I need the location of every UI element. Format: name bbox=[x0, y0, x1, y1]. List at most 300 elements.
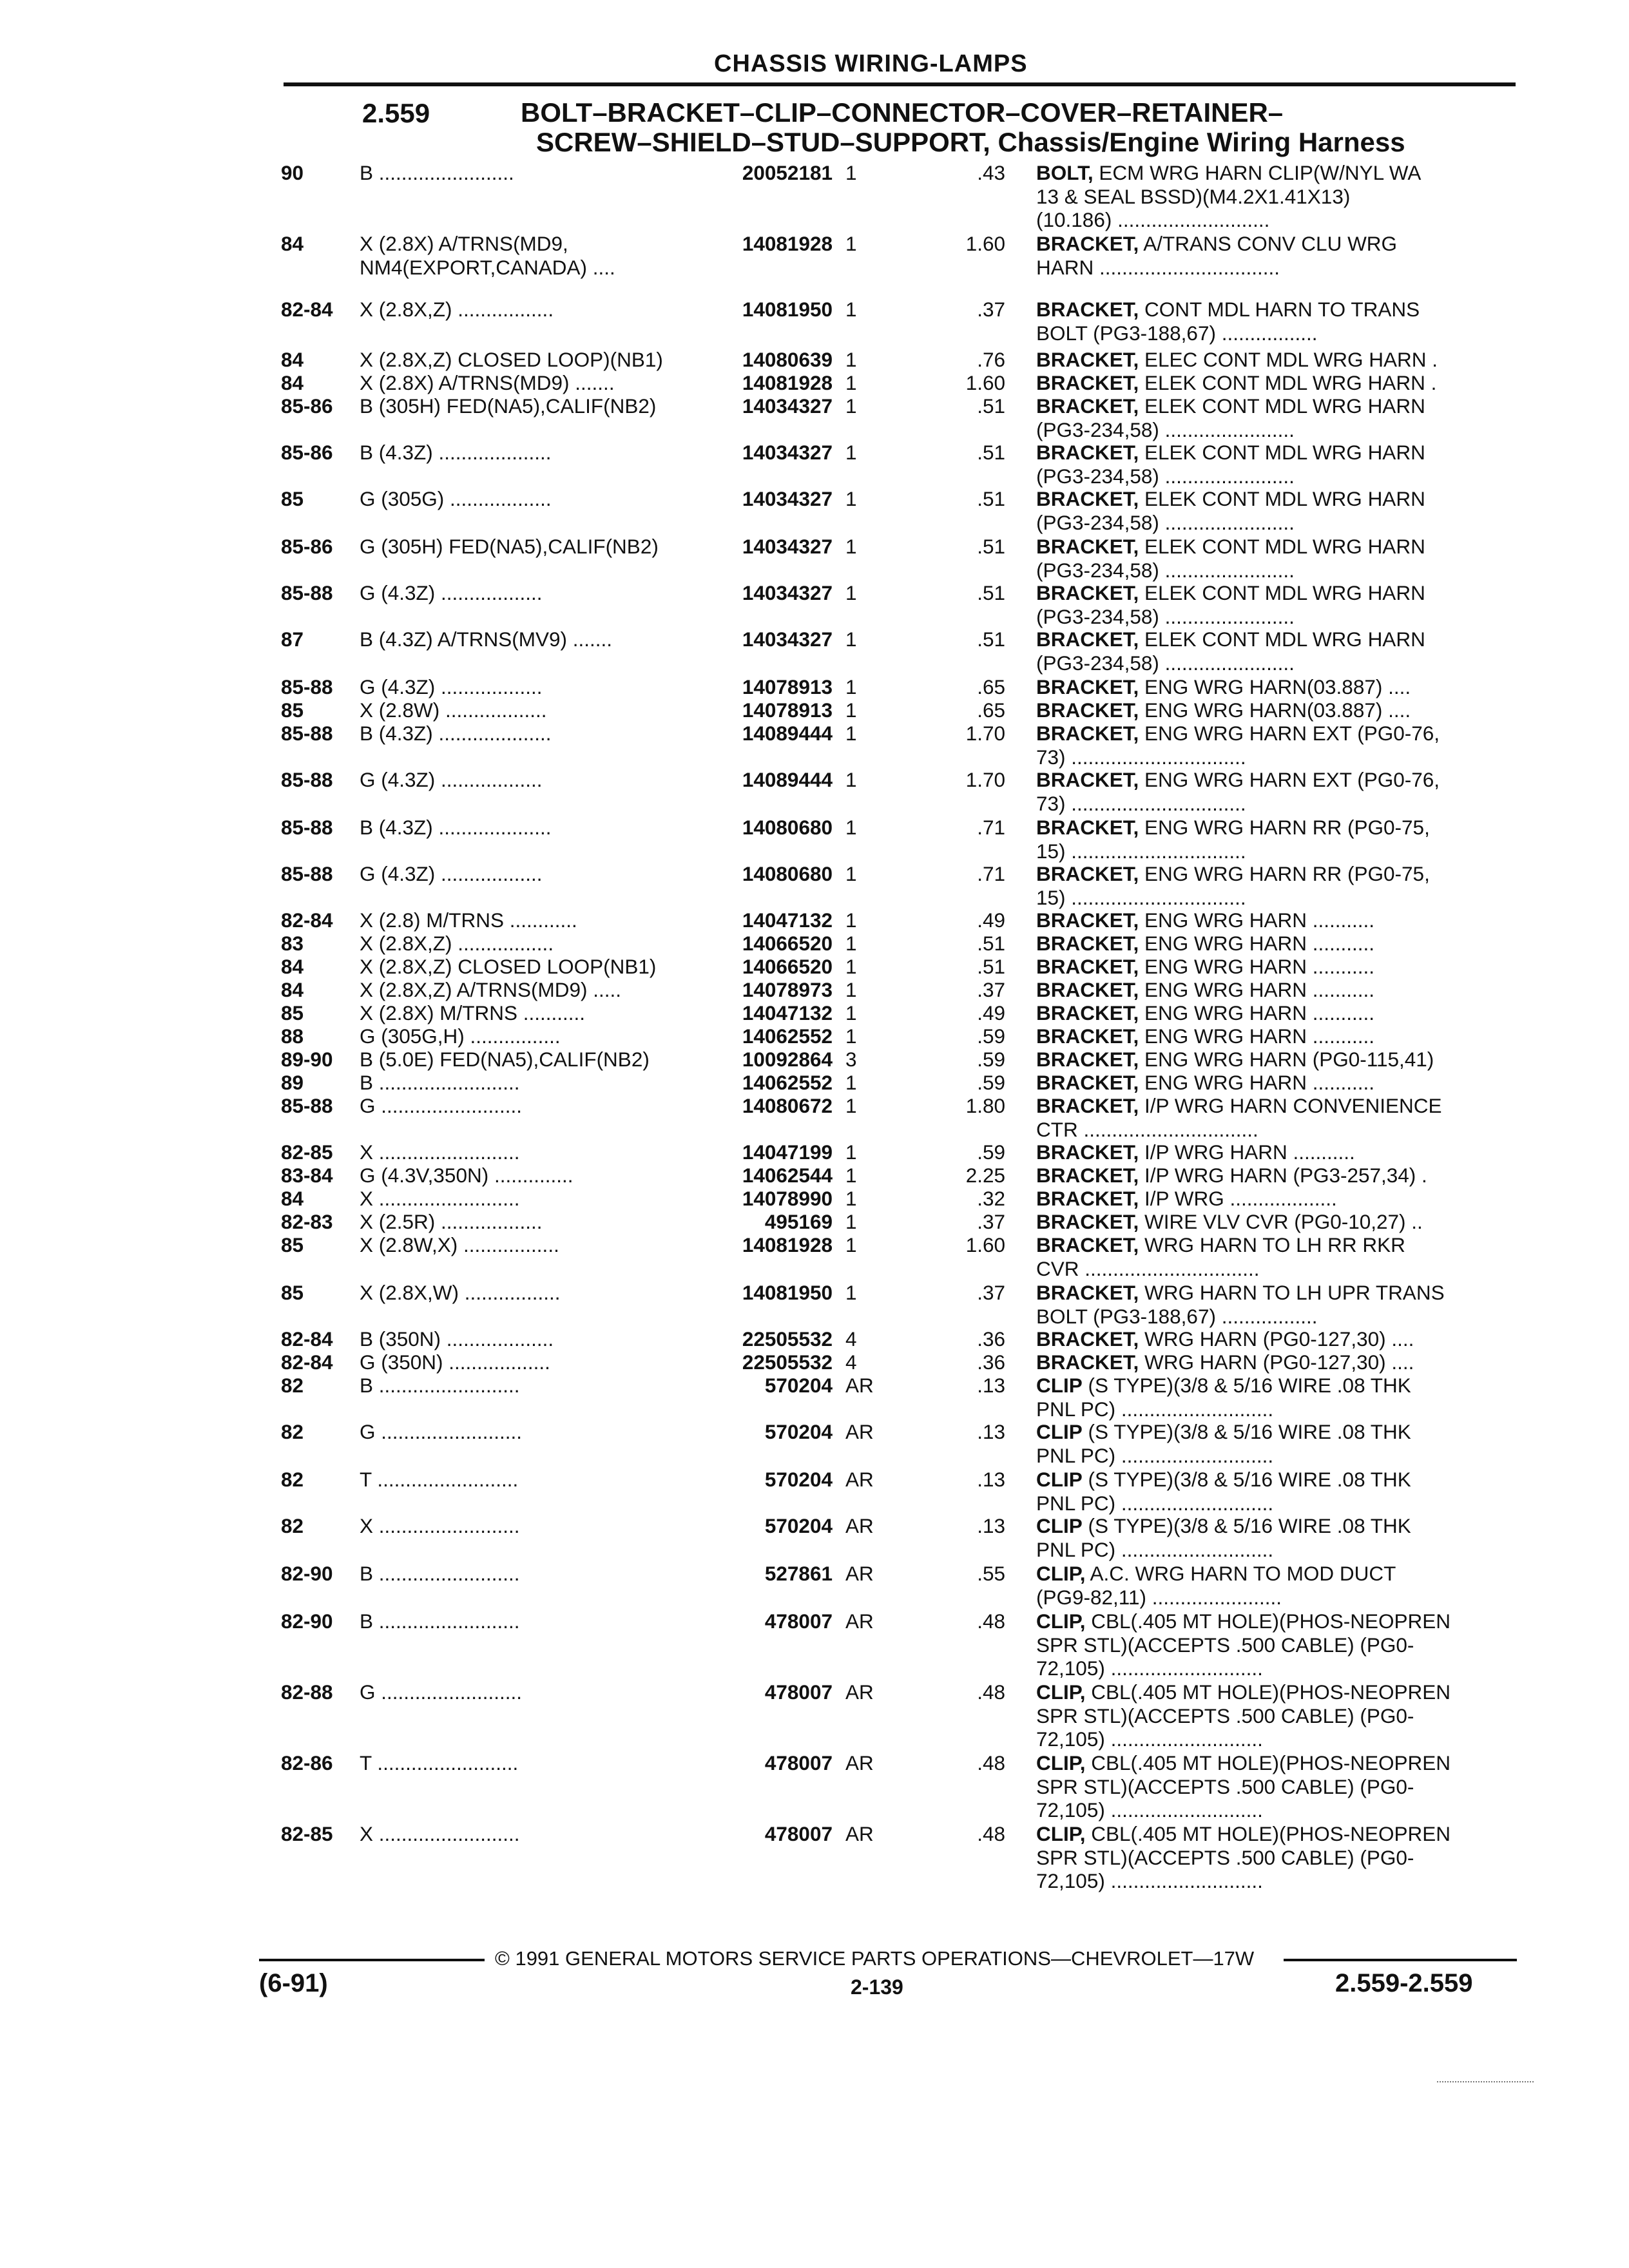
row-description-text: ENG WRG HARN ........... bbox=[1139, 978, 1375, 1001]
row-part-number: 22505532 bbox=[742, 1350, 833, 1374]
row-part-number: 478007 bbox=[764, 1822, 833, 1845]
row-part-number: 14089444 bbox=[742, 722, 833, 745]
row-price: .37 bbox=[977, 298, 1005, 321]
row-description bbox=[1036, 348, 1507, 372]
row-year: 85-88 bbox=[281, 1094, 333, 1117]
row-quantity: 1 bbox=[845, 1187, 857, 1210]
row-year: 85-88 bbox=[281, 581, 333, 604]
row-part-number: 10092864 bbox=[742, 1048, 833, 1071]
row-part-number: 570204 bbox=[764, 1514, 833, 1537]
row-quantity: 1 bbox=[845, 698, 857, 722]
row-price: .13 bbox=[977, 1514, 1005, 1537]
row-model: X (2.8X) A/TRNS(MD9) ....... bbox=[360, 371, 615, 394]
row-description bbox=[1036, 1514, 1507, 1561]
section-number: 2.559 bbox=[362, 98, 430, 128]
row-part-name: CLIP, bbox=[1036, 1680, 1086, 1704]
row-year: 85-88 bbox=[281, 816, 333, 839]
row-description bbox=[1036, 1468, 1507, 1515]
row-price: .36 bbox=[977, 1350, 1005, 1374]
row-quantity: AR bbox=[845, 1514, 874, 1537]
row-quantity: 1 bbox=[845, 1140, 857, 1164]
row-description bbox=[1036, 1187, 1507, 1211]
row-year: 85-88 bbox=[281, 722, 333, 745]
row-year: 82-84 bbox=[281, 1327, 333, 1350]
row-description bbox=[1036, 1094, 1507, 1141]
row-model: B ......................... bbox=[360, 1562, 520, 1585]
row-description bbox=[1036, 1024, 1507, 1048]
row-description-text: ENG WRG HARN ........... bbox=[1139, 955, 1375, 978]
row-year: 83 bbox=[281, 932, 304, 955]
row-description-text: ECM WRG HARN CLIP(W/NYL WA 13 & SEAL BSSD)(M4.2X1.41X13) (10.186) ........................... bbox=[1036, 161, 1422, 231]
row-model: X (2.8) M/TRNS ............ bbox=[360, 908, 577, 932]
row-model: B ......................... bbox=[360, 1374, 520, 1397]
row-part-number: 14078973 bbox=[742, 978, 833, 1001]
row-part-number: 14081928 bbox=[742, 1233, 833, 1256]
row-part-number: 495169 bbox=[764, 1210, 833, 1233]
row-model: G (305H) FED(NA5),CALIF(NB2) bbox=[360, 535, 659, 558]
footer-rule-left bbox=[259, 1959, 485, 1961]
parts-row bbox=[0, 1822, 1629, 1899]
row-quantity: 1 bbox=[845, 1233, 857, 1256]
row-quantity: AR bbox=[845, 1562, 874, 1585]
row-year: 85-86 bbox=[281, 535, 333, 558]
footer-section-ref: 2.559-2.559 bbox=[1335, 1969, 1473, 1997]
row-year: 84 bbox=[281, 348, 304, 371]
row-price: .71 bbox=[977, 816, 1005, 839]
row-description-text: ENG WRG HARN ........... bbox=[1139, 1024, 1375, 1048]
row-year: 82-86 bbox=[281, 1751, 333, 1774]
row-part-number: 14034327 bbox=[742, 487, 833, 510]
row-price: .37 bbox=[977, 1210, 1005, 1233]
row-description-text: ENG WRG HARN ........... bbox=[1139, 1071, 1375, 1094]
row-description-text: ELEK CONT MDL WRG HARN . bbox=[1139, 371, 1437, 394]
row-part-number: 570204 bbox=[764, 1374, 833, 1397]
row-part-number: 14062552 bbox=[742, 1071, 833, 1094]
row-year: 82-84 bbox=[281, 298, 333, 321]
row-quantity: AR bbox=[845, 1374, 874, 1397]
row-part-number: 22505532 bbox=[742, 1327, 833, 1350]
row-quantity: 1 bbox=[845, 628, 857, 651]
row-description bbox=[1036, 978, 1507, 1002]
row-quantity: 1 bbox=[845, 161, 857, 184]
row-description-text: ELEK CONT MDL WRG HARN (PG3-234,58) ....................... bbox=[1036, 628, 1425, 675]
row-description-text: ENG WRG HARN(03.887) .... bbox=[1139, 675, 1411, 698]
row-price: .51 bbox=[977, 628, 1005, 651]
row-part-number: 14080680 bbox=[742, 862, 833, 885]
header-rule bbox=[284, 82, 1516, 86]
row-description-text: ENG WRG HARN ........... bbox=[1139, 908, 1375, 932]
row-description-text: ENG WRG HARN(03.887) .... bbox=[1139, 698, 1411, 722]
row-quantity: 1 bbox=[845, 675, 857, 698]
scan-mark bbox=[1437, 2081, 1534, 2084]
row-quantity: AR bbox=[845, 1751, 874, 1774]
row-part-name: BRACKET, bbox=[1036, 932, 1139, 955]
row-quantity: 1 bbox=[845, 1164, 857, 1187]
row-price: .49 bbox=[977, 1001, 1005, 1024]
row-model: G (4.3Z) .................. bbox=[360, 675, 543, 698]
row-model: T ......................... bbox=[360, 1751, 519, 1774]
row-description bbox=[1036, 862, 1507, 909]
row-year: 82 bbox=[281, 1514, 304, 1537]
row-quantity: AR bbox=[845, 1610, 874, 1633]
row-quantity: 1 bbox=[845, 487, 857, 510]
row-part-number: 14034327 bbox=[742, 394, 833, 418]
row-price: .43 bbox=[977, 161, 1005, 184]
row-year: 82 bbox=[281, 1374, 304, 1397]
row-year: 85 bbox=[281, 487, 304, 510]
row-model: G ......................... bbox=[360, 1094, 523, 1117]
row-year: 84 bbox=[281, 1187, 304, 1210]
row-description bbox=[1036, 698, 1507, 722]
page-header-title: CHASSIS WIRING-LAMPS bbox=[714, 50, 1028, 77]
row-description bbox=[1036, 298, 1507, 345]
row-part-name: BRACKET, bbox=[1036, 816, 1139, 839]
row-description bbox=[1036, 816, 1507, 863]
row-description-text: WRG HARN TO LH UPR TRANS BOLT (PG3-188,67) ................. bbox=[1036, 1281, 1445, 1328]
row-part-number: 14081928 bbox=[742, 232, 833, 255]
row-description bbox=[1036, 1327, 1507, 1351]
row-description-text: WIRE VLV CVR (PG0-10,27) .. bbox=[1139, 1210, 1423, 1233]
row-part-name: BRACKET, bbox=[1036, 371, 1139, 394]
row-description bbox=[1036, 955, 1507, 979]
row-price: .51 bbox=[977, 394, 1005, 418]
row-description bbox=[1036, 161, 1507, 232]
row-part-number: 14066520 bbox=[742, 955, 833, 978]
row-description bbox=[1036, 1374, 1507, 1421]
row-description-text: ELEC CONT MDL WRG HARN . bbox=[1139, 348, 1438, 371]
row-description bbox=[1036, 628, 1507, 675]
row-part-number: 527861 bbox=[764, 1562, 833, 1585]
row-description-text: ENG WRG HARN EXT (PG0-76, 73) ............................... bbox=[1036, 768, 1440, 815]
row-part-name: BRACKET, bbox=[1036, 581, 1139, 604]
row-description-text: I/P WRG HARN ........... bbox=[1139, 1140, 1355, 1164]
row-part-number: 14047132 bbox=[742, 1001, 833, 1024]
row-model: X ......................... bbox=[360, 1514, 520, 1537]
row-part-name: BRACKET, bbox=[1036, 978, 1139, 1001]
row-part-name: BRACKET, bbox=[1036, 1071, 1139, 1094]
row-description bbox=[1036, 1071, 1507, 1095]
row-price: .51 bbox=[977, 441, 1005, 464]
row-part-name: BRACKET, bbox=[1036, 1164, 1139, 1187]
row-part-number: 478007 bbox=[764, 1751, 833, 1774]
row-price: .51 bbox=[977, 581, 1005, 604]
row-part-name: BRACKET, bbox=[1036, 298, 1139, 321]
row-year: 84 bbox=[281, 371, 304, 394]
row-year: 82-84 bbox=[281, 1350, 333, 1374]
row-part-name: BRACKET, bbox=[1036, 487, 1139, 510]
row-part-name: CLIP bbox=[1036, 1420, 1083, 1443]
row-description bbox=[1036, 394, 1507, 441]
row-part-name: CLIP, bbox=[1036, 1751, 1086, 1774]
row-description-text: I/P WRG ................... bbox=[1139, 1187, 1337, 1210]
row-quantity: 1 bbox=[845, 722, 857, 745]
row-part-name: BRACKET, bbox=[1036, 908, 1139, 932]
row-description bbox=[1036, 1281, 1507, 1328]
row-quantity: 1 bbox=[845, 1071, 857, 1094]
row-model: G (4.3V,350N) .............. bbox=[360, 1164, 574, 1187]
row-quantity: 1 bbox=[845, 768, 857, 791]
row-year: 85-88 bbox=[281, 768, 333, 791]
row-part-name: BRACKET, bbox=[1036, 1210, 1139, 1233]
parts-row bbox=[0, 1610, 1629, 1687]
row-part-name: BRACKET, bbox=[1036, 535, 1139, 558]
row-part-number: 14047199 bbox=[742, 1140, 833, 1164]
row-quantity: 1 bbox=[845, 816, 857, 839]
row-year: 82-90 bbox=[281, 1562, 333, 1585]
row-price: .49 bbox=[977, 908, 1005, 932]
row-year: 83-84 bbox=[281, 1164, 333, 1187]
row-model: X ......................... bbox=[360, 1822, 520, 1845]
row-part-name: CLIP, bbox=[1036, 1562, 1086, 1585]
row-year: 85-86 bbox=[281, 394, 333, 418]
section-title-line1: BOLT–BRACKET–CLIP–CONNECTOR–COVER–RETAINER– bbox=[521, 97, 1284, 128]
row-price: 1.70 bbox=[965, 722, 1005, 745]
row-description bbox=[1036, 1822, 1507, 1893]
row-model: B (4.3Z) .................... bbox=[360, 816, 552, 839]
row-description bbox=[1036, 535, 1507, 582]
row-quantity: 1 bbox=[845, 862, 857, 885]
row-description-text: I/P WRG HARN CONVENIENCE CTR ............................... bbox=[1036, 1094, 1442, 1141]
row-description bbox=[1036, 1210, 1507, 1234]
row-price: .59 bbox=[977, 1071, 1005, 1094]
row-description-text: ELEK CONT MDL WRG HARN (PG3-234,58) ....................... bbox=[1036, 394, 1425, 441]
row-quantity: 1 bbox=[845, 232, 857, 255]
row-quantity: AR bbox=[845, 1822, 874, 1845]
row-year: 85-88 bbox=[281, 862, 333, 885]
row-price: .65 bbox=[977, 675, 1005, 698]
row-price: .71 bbox=[977, 862, 1005, 885]
row-price: .51 bbox=[977, 535, 1005, 558]
row-description-text: WRG HARN (PG0-127,30) .... bbox=[1139, 1327, 1414, 1350]
row-description bbox=[1036, 487, 1507, 534]
row-quantity: 1 bbox=[845, 441, 857, 464]
row-price: .51 bbox=[977, 932, 1005, 955]
row-part-number: 570204 bbox=[764, 1420, 833, 1443]
row-part-number: 14089444 bbox=[742, 768, 833, 791]
row-part-number: 14034327 bbox=[742, 441, 833, 464]
row-description bbox=[1036, 1001, 1507, 1025]
row-price: .13 bbox=[977, 1374, 1005, 1397]
row-price: .76 bbox=[977, 348, 1005, 371]
row-part-name: BRACKET, bbox=[1036, 1187, 1139, 1210]
row-model: G (305G,H) ................ bbox=[360, 1024, 561, 1048]
row-part-number: 14034327 bbox=[742, 628, 833, 651]
row-model: G (350N) .................. bbox=[360, 1350, 550, 1374]
row-year: 82-83 bbox=[281, 1210, 333, 1233]
parts-row bbox=[0, 1680, 1629, 1758]
row-part-number: 14062552 bbox=[742, 1024, 833, 1048]
row-price: 2.25 bbox=[965, 1164, 1005, 1187]
row-price: .13 bbox=[977, 1420, 1005, 1443]
row-part-number: 14034327 bbox=[742, 581, 833, 604]
row-part-name: CLIP bbox=[1036, 1374, 1083, 1397]
row-year: 84 bbox=[281, 955, 304, 978]
row-description-text: (S TYPE)(3/8 & 5/16 WIRE .08 THK PNL PC) ........................... bbox=[1036, 1420, 1411, 1467]
row-model: G (4.3Z) .................. bbox=[360, 768, 543, 791]
row-description-text: CBL(.405 MT HOLE)(PHOS-NEOPREN SPR STL)(ACCEPTS .500 CABLE) (PG0- 72,105) ........................... bbox=[1036, 1822, 1451, 1892]
row-part-number: 14066520 bbox=[742, 932, 833, 955]
row-model: X (2.8X) M/TRNS ........... bbox=[360, 1001, 586, 1024]
row-price: .51 bbox=[977, 487, 1005, 510]
row-quantity: AR bbox=[845, 1468, 874, 1491]
row-year: 82-90 bbox=[281, 1610, 333, 1633]
row-description-text: ENG WRG HARN ........... bbox=[1139, 932, 1375, 955]
row-model: B ......................... bbox=[360, 1071, 520, 1094]
row-description-text: (S TYPE)(3/8 & 5/16 WIRE .08 THK PNL PC) ........................... bbox=[1036, 1468, 1411, 1515]
row-price: .55 bbox=[977, 1562, 1005, 1585]
row-year: 82-88 bbox=[281, 1680, 333, 1704]
row-description bbox=[1036, 441, 1507, 488]
row-description-text: CBL(.405 MT HOLE)(PHOS-NEOPREN SPR STL)(ACCEPTS .500 CABLE) (PG0- 72,105) ........................... bbox=[1036, 1751, 1451, 1821]
row-quantity: 1 bbox=[845, 298, 857, 321]
row-quantity: 1 bbox=[845, 348, 857, 371]
row-price: .32 bbox=[977, 1187, 1005, 1210]
row-price: .48 bbox=[977, 1751, 1005, 1774]
row-part-name: BRACKET, bbox=[1036, 722, 1139, 745]
row-model: X (2.8X,Z) CLOSED LOOP)(NB1) bbox=[360, 348, 663, 371]
row-quantity: 1 bbox=[845, 371, 857, 394]
row-part-number: 478007 bbox=[764, 1610, 833, 1633]
row-year: 85 bbox=[281, 1281, 304, 1304]
row-part-name: BRACKET, bbox=[1036, 1048, 1139, 1071]
row-part-number: 14078913 bbox=[742, 675, 833, 698]
row-price: .51 bbox=[977, 955, 1005, 978]
footer-rule-right bbox=[1284, 1959, 1517, 1961]
row-quantity: 4 bbox=[845, 1350, 857, 1374]
row-quantity: AR bbox=[845, 1420, 874, 1443]
row-price: .59 bbox=[977, 1048, 1005, 1071]
row-year: 85-86 bbox=[281, 441, 333, 464]
row-part-number: 14081950 bbox=[742, 1281, 833, 1304]
row-part-name: CLIP bbox=[1036, 1468, 1083, 1491]
row-part-number: 14080672 bbox=[742, 1094, 833, 1117]
row-description-text: CBL(.405 MT HOLE)(PHOS-NEOPREN SPR STL)(ACCEPTS .500 CABLE) (PG0- 72,105) ........................... bbox=[1036, 1610, 1451, 1680]
row-model: B ......................... bbox=[360, 1610, 520, 1633]
row-part-name: BRACKET, bbox=[1036, 1327, 1139, 1350]
row-year: 84 bbox=[281, 978, 304, 1001]
row-price: 1.70 bbox=[965, 768, 1005, 791]
row-year: 82 bbox=[281, 1468, 304, 1491]
row-price: .37 bbox=[977, 978, 1005, 1001]
row-model: X (2.8X) A/TRNS(MD9, NM4(EXPORT,CANADA) .... bbox=[360, 232, 615, 279]
row-description-text: I/P WRG HARN (PG3-257,34) . bbox=[1139, 1164, 1427, 1187]
row-description-text: ENG WRG HARN RR (PG0-75, 15) ............................... bbox=[1036, 816, 1430, 863]
row-description bbox=[1036, 371, 1507, 395]
row-model: G ......................... bbox=[360, 1420, 523, 1443]
row-part-name: BRACKET, bbox=[1036, 862, 1139, 885]
row-part-number: 14034327 bbox=[742, 535, 833, 558]
row-description bbox=[1036, 908, 1507, 932]
row-part-name: BRACKET, bbox=[1036, 1233, 1139, 1256]
row-part-name: BRACKET, bbox=[1036, 1350, 1139, 1374]
row-description bbox=[1036, 1610, 1507, 1680]
row-description-text: A/TRANS CONV CLU WRG HARN ................................ bbox=[1036, 232, 1398, 279]
row-description-text: ENG WRG HARN RR (PG0-75, 15) ............................... bbox=[1036, 862, 1430, 909]
row-quantity: 1 bbox=[845, 1001, 857, 1024]
row-description bbox=[1036, 1680, 1507, 1751]
row-description-text: WRG HARN TO LH RR RKR CVR ............................... bbox=[1036, 1233, 1405, 1280]
row-year: 88 bbox=[281, 1024, 304, 1048]
row-description-text: CBL(.405 MT HOLE)(PHOS-NEOPREN SPR STL)(ACCEPTS .500 CABLE) (PG0- 72,105) ........................... bbox=[1036, 1680, 1451, 1751]
row-part-name: CLIP, bbox=[1036, 1610, 1086, 1633]
row-model: X (2.8X,W) ................. bbox=[360, 1281, 561, 1304]
row-quantity: 1 bbox=[845, 908, 857, 932]
row-year: 84 bbox=[281, 232, 304, 255]
row-part-name: BRACKET, bbox=[1036, 348, 1139, 371]
row-part-number: 14047132 bbox=[742, 908, 833, 932]
row-model: B (305H) FED(NA5),CALIF(NB2) bbox=[360, 394, 657, 418]
row-quantity: 1 bbox=[845, 955, 857, 978]
row-year: 82 bbox=[281, 1420, 304, 1443]
parts-row bbox=[0, 1751, 1629, 1829]
row-model: X (2.8X,Z) ................. bbox=[360, 298, 554, 321]
row-description-text: (S TYPE)(3/8 & 5/16 WIRE .08 THK PNL PC) ........................... bbox=[1036, 1514, 1411, 1561]
row-description bbox=[1036, 232, 1507, 279]
row-description bbox=[1036, 1048, 1507, 1072]
row-part-name: BRACKET, bbox=[1036, 675, 1139, 698]
footer-page-number: 2-139 bbox=[851, 1975, 903, 1999]
row-model: X (2.8X,Z) CLOSED LOOP(NB1) bbox=[360, 955, 657, 978]
row-description bbox=[1036, 675, 1507, 699]
row-part-number: 478007 bbox=[764, 1680, 833, 1704]
row-part-name: BRACKET, bbox=[1036, 768, 1139, 791]
row-year: 89-90 bbox=[281, 1048, 333, 1071]
row-price: .65 bbox=[977, 698, 1005, 722]
row-part-number: 14081928 bbox=[742, 371, 833, 394]
row-part-name: CLIP, bbox=[1036, 1822, 1086, 1845]
row-part-name: BRACKET, bbox=[1036, 1094, 1139, 1117]
row-description-text: ELEK CONT MDL WRG HARN (PG3-234,58) ....................... bbox=[1036, 441, 1425, 488]
row-description bbox=[1036, 1233, 1507, 1280]
row-price: .59 bbox=[977, 1024, 1005, 1048]
row-description-text: ENG WRG HARN EXT (PG0-76, 73) ............................... bbox=[1036, 722, 1440, 769]
row-description bbox=[1036, 768, 1507, 815]
row-year: 89 bbox=[281, 1071, 304, 1094]
parts-row bbox=[0, 161, 1629, 238]
row-part-number: 14080639 bbox=[742, 348, 833, 371]
row-part-name: BRACKET, bbox=[1036, 955, 1139, 978]
row-quantity: 1 bbox=[845, 581, 857, 604]
row-part-name: BRACKET, bbox=[1036, 394, 1139, 418]
row-description bbox=[1036, 1140, 1507, 1164]
row-part-name: BRACKET, bbox=[1036, 628, 1139, 651]
row-model: B (4.3Z) .................... bbox=[360, 722, 552, 745]
row-description-text: A.C. WRG HARN TO MOD DUCT (PG9-82,11) ....................... bbox=[1036, 1562, 1396, 1609]
row-description bbox=[1036, 1751, 1507, 1822]
row-model: X (2.8X,Z) A/TRNS(MD9) ..... bbox=[360, 978, 622, 1001]
row-model: B (350N) ................... bbox=[360, 1327, 554, 1350]
row-description-text: ELEK CONT MDL WRG HARN (PG3-234,58) ....................... bbox=[1036, 535, 1425, 582]
row-price: .48 bbox=[977, 1610, 1005, 1633]
row-part-number: 14080680 bbox=[742, 816, 833, 839]
row-model: B (5.0E) FED(NA5),CALIF(NB2) bbox=[360, 1048, 650, 1071]
row-year: 90 bbox=[281, 161, 304, 184]
row-price: .48 bbox=[977, 1822, 1005, 1845]
row-description bbox=[1036, 1350, 1507, 1374]
row-part-number: 14078913 bbox=[742, 698, 833, 722]
row-description-text: ELEK CONT MDL WRG HARN (PG3-234,58) ....................... bbox=[1036, 487, 1425, 534]
row-description-text: ENG WRG HARN ........... bbox=[1139, 1001, 1375, 1024]
row-year: 82-85 bbox=[281, 1140, 333, 1164]
row-price: 1.60 bbox=[965, 371, 1005, 394]
row-year: 85 bbox=[281, 1001, 304, 1024]
row-description-text: ELEK CONT MDL WRG HARN (PG3-234,58) ....................... bbox=[1036, 581, 1425, 628]
row-year: 87 bbox=[281, 628, 304, 651]
row-model: G ......................... bbox=[360, 1680, 523, 1704]
row-price: 1.80 bbox=[965, 1094, 1005, 1117]
row-part-number: 570204 bbox=[764, 1468, 833, 1491]
row-price: 1.60 bbox=[965, 1233, 1005, 1256]
